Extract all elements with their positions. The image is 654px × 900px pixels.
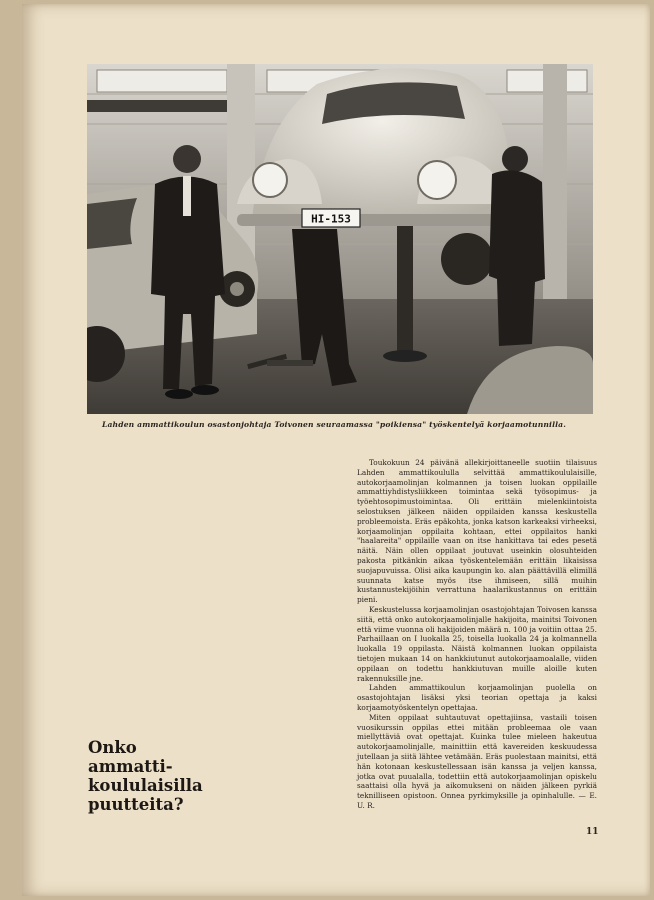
headline-line: ammatti- [88,757,173,776]
headline-line: puutteita? [88,795,184,814]
headline-line: koululaisilla [88,776,203,795]
article-paragraph: Lahden ammattikoulun korjaamolinjan puolella on osastojohtajan lisäksi yksi teorian opettaja ja kaksi korjaamotyöskentelyn opettajaa. [357,683,597,712]
garage-photo-illustration [87,64,593,414]
garage-photo [87,64,593,414]
headline-line: Onko [88,738,137,757]
photo-caption: Lahden ammattikoulun osastonjohtaja Toivonen seuraamassa "poikiensa" työskentelyä korjaamotunnilla. [102,420,567,429]
license-plate: HI-153 [311,212,351,226]
article-body [357,458,597,811]
article-paragraph: Toukokuun 24 päivänä allekirjoittaneelle suotiin tilaisuus Lahden ammattikoululla selvittää ammattikoululaisille, autokorjaamolinjan kolmannen ja toisen luokan oppilaille ammattiyhdistysliikkeen toimintaa sekä työsopimus- ja työehtosopimustoimintaa. Oli erittäin mielenkiintoista selostuksen jälkeen näiden oppilaiden kanssa keskustella probleemoista. Eräs epäkohta, jonka katson karkeaksi virheeksi, korjaamolinjan oppilaita kohtaan, ettei oppilaitos hanki "haalareita" oppilaille vaan on itse hankittava tai edes pesetä näitä. Näin ollen oppilaat joutuvat useinkin olosuhteiden pakosta pitkänkin aikaa työskentelemään erittäin likaisissa suojapuvuissa. Olisi aika kaupungin ko. alan päättävillä elimillä suunnata katse myös itse ihmiseen, sillä muihin kustannustekijöihin verrattuna haalarikustannus on erittäin pieni. [357,458,597,605]
magazine-page [22,4,650,896]
article-paragraph: Keskustelussa korjaamolinjan osastojohtajan Toivosen kanssa siitä, että onko autokorjaamolinjalle hakijoita, mainitsi Toivonen että viime vuonna oli hakijoiden määrä n. 100 ja voitiin ottaa 25. Parhaillaan on I luokalla 25, toisella luokalla 24 ja kolmannella luokalla 19 oppilasta. Näistä kolmannen luokan oppilaista tietojen mukaan 14 on hankkiutunut autokorjaamoalalle, viiden oppilaan on todettu hankkiutuvan muille aloille kuten rakennuksille jne. [357,604,597,683]
article-headline [88,738,288,814]
article-paragraph: Miten oppilaat suhtautuvat opettajiinsa, vastaili toisen vuosikurssin oppilas ettei mitään probleemaa ole vaan miellyttäviä ovat opettajat. Kuinka tulee mieleen hakeutua autokorjaamolinjalle, mainittiin että kavereiden keskuudessa jutellaan ja siitä lähtee vetämään. Eräs puolestaan mainitsi, että hän kotonaan keskustellessaan isän kanssa ja veljen kanssa, jotka ovat puualalla, todettiin että autokorjaamolinjan opiskelu saattaisi olla hyvä ja aikomukseni on näiden jälkeen pyrkiä teknilliseen opistoon. Onnea pyrkimyksille ja opinhalulle. — E. U. R. [357,712,597,810]
page-number: 11 [586,827,599,837]
